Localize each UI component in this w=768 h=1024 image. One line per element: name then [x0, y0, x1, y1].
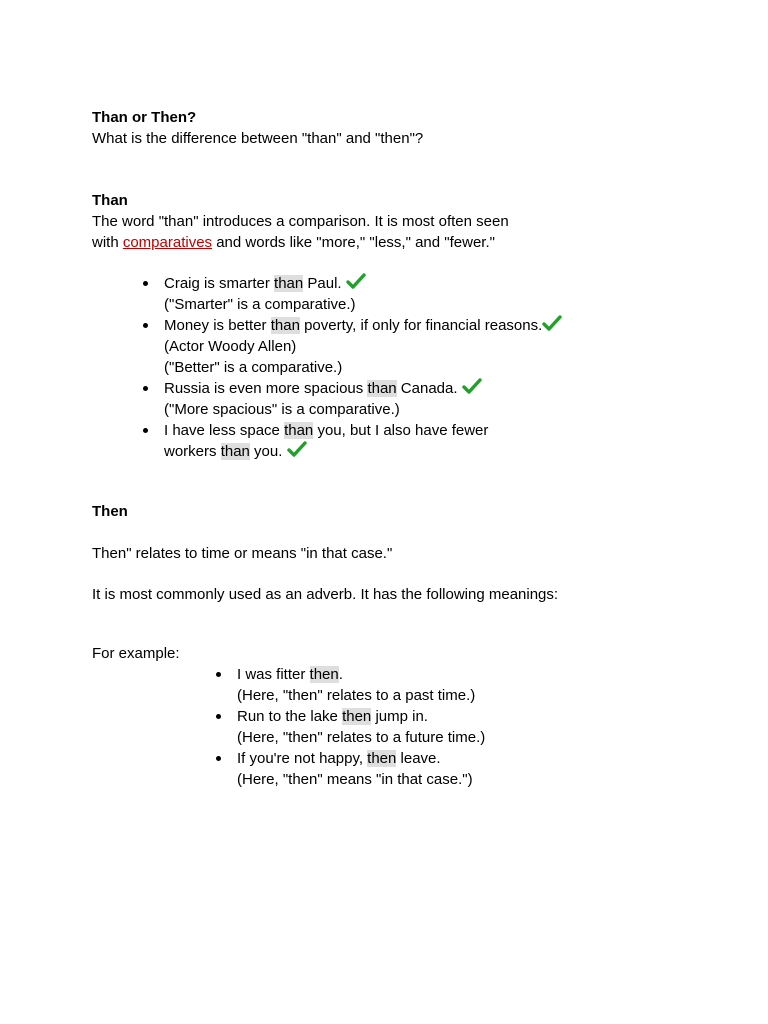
list-item	[164, 273, 562, 315]
checkmark-icon	[542, 315, 562, 331]
than-intro-line2	[92, 232, 495, 253]
example-text: workers	[164, 443, 221, 460]
comparatives-link[interactable]: comparatives	[122, 234, 213, 251]
intro-text: and words like "more," "less," and "fewer."	[212, 234, 495, 251]
example-note: (Actor Woody Allen)	[164, 338, 297, 355]
then-paragraph-1: Then" relates to time or means "in that case."	[92, 545, 393, 562]
than-intro-line1: The word "than" introduces a comparison. It is most often seen	[92, 213, 509, 230]
than-examples-list	[164, 273, 562, 462]
example-text: Canada.	[396, 380, 462, 397]
example-text: I was fitter	[237, 666, 310, 683]
example-text: I have less space	[164, 422, 285, 439]
example-label: For example:	[92, 645, 180, 662]
list-item	[237, 706, 485, 748]
example-text: Paul.	[303, 275, 346, 292]
list-item	[237, 664, 485, 706]
example-text: If you're not happy,	[237, 750, 368, 767]
example-text: poverty, if only for financial reasons.	[299, 317, 543, 334]
checkmark-icon	[287, 441, 307, 457]
highlighted-word: than	[220, 443, 250, 460]
highlighted-word: then	[367, 750, 397, 767]
example-text: you, but I also have fewer	[313, 422, 489, 439]
then-paragraph-2: It is most commonly used as an adverb. It has the following meanings:	[92, 586, 559, 603]
example-note: (Here, "then" relates to a past time.)	[237, 687, 476, 704]
highlighted-word: than	[284, 422, 314, 439]
example-note: ("Better" is a comparative.)	[164, 359, 343, 376]
highlighted-word: than	[274, 275, 304, 292]
document-title: Than or Then?	[92, 109, 197, 126]
highlighted-word: than	[270, 317, 300, 334]
highlighted-word: then	[342, 708, 372, 725]
intro-text: with	[92, 234, 123, 251]
example-text: Run to the lake	[237, 708, 343, 725]
list-item	[164, 315, 562, 378]
list-item	[237, 748, 485, 790]
example-text: you.	[249, 443, 287, 460]
example-text: Craig is smarter	[164, 275, 275, 292]
highlighted-word: than	[367, 380, 397, 397]
example-text: leave.	[396, 750, 441, 767]
example-note: ("More spacious" is a comparative.)	[164, 401, 400, 418]
then-heading: Then	[92, 503, 128, 520]
checkmark-icon	[346, 273, 366, 289]
than-heading: Than	[92, 192, 128, 209]
highlighted-word: then	[309, 666, 339, 683]
then-examples-list	[237, 664, 485, 790]
list-item	[164, 420, 562, 462]
example-note: (Here, "then" relates to a future time.)	[237, 729, 486, 746]
checkmark-icon	[462, 378, 482, 394]
example-text: jump in.	[371, 708, 428, 725]
example-note: (Here, "then" means "in that case.")	[237, 771, 473, 788]
example-text: Money is better	[164, 317, 271, 334]
example-text: .	[338, 666, 343, 683]
example-note: ("Smarter" is a comparative.)	[164, 296, 356, 313]
list-item	[164, 378, 562, 420]
document-subtitle: What is the difference between "than" and "then"?	[92, 130, 424, 147]
example-text: Russia is even more spacious	[164, 380, 368, 397]
